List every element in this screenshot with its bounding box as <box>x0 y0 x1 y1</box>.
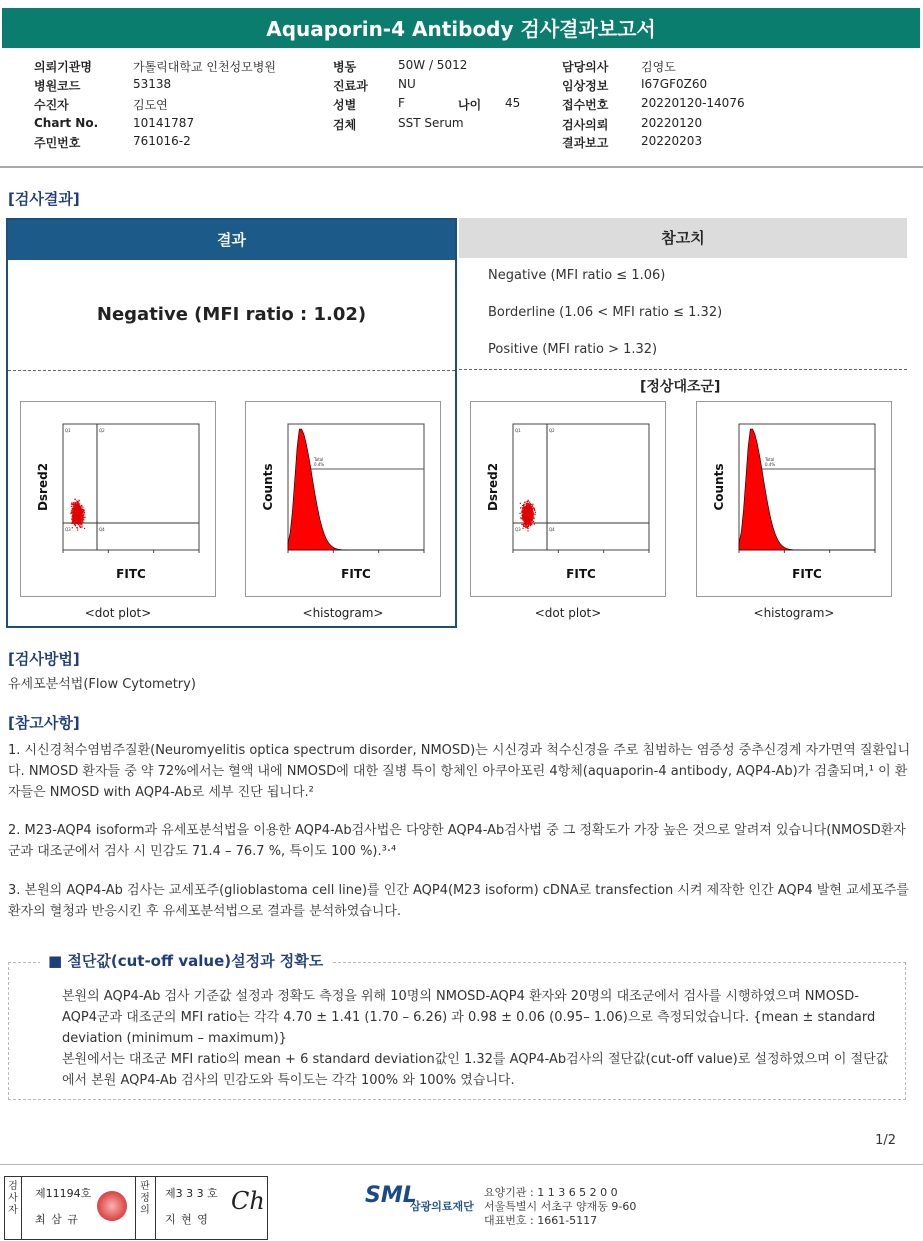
examiner-license: 제11194호 <box>35 1187 92 1200</box>
dot-point <box>520 507 521 508</box>
dot-point <box>75 511 76 512</box>
dot-point <box>523 519 524 520</box>
y-axis-label: Counts <box>712 463 726 511</box>
dot-plot <box>20 401 216 597</box>
institution-address: 서울특별시 서초구 양재동 9-60 <box>484 1200 637 1213</box>
results-heading: [검사결과] <box>8 190 80 208</box>
info-label: 의뢰기관명 <box>34 60 92 74</box>
reference-negative: Negative (MFI ratio ≤ 1.06) <box>488 268 666 283</box>
dot-point <box>525 527 526 528</box>
quadrant-label: Q4 <box>99 527 105 532</box>
info-label: 접수번호 <box>562 98 609 112</box>
dot-point <box>79 517 80 518</box>
dot-point <box>75 525 76 526</box>
dot-point <box>81 515 82 516</box>
quadrant-label: Q1 <box>65 428 71 433</box>
info-value: 50W / 5012 <box>398 58 468 72</box>
info-value: 가톨릭대학교 인천성모병원 <box>133 60 276 74</box>
approver-name: 지 현 영 <box>165 1213 209 1226</box>
dot-point <box>72 508 73 509</box>
histogram-plot <box>696 401 892 597</box>
quadrant-label: Q2 <box>99 428 105 433</box>
result-value: Negative (MFI ratio : 1.02) <box>8 260 455 371</box>
dot-point <box>84 528 85 529</box>
info-label: 주민번호 <box>34 136 81 150</box>
dot-point <box>528 520 529 521</box>
approver-signature: Ch <box>231 1187 265 1215</box>
plot-axes <box>63 424 199 550</box>
plot-caption: <histogram> <box>302 606 384 620</box>
info-label: 성별 <box>333 98 357 112</box>
info-label: 수진자 <box>34 98 69 112</box>
sml-logo-subtitle: 삼광의료재단 <box>410 1200 474 1213</box>
dot-point <box>73 513 74 514</box>
plot-axes <box>513 424 649 550</box>
dot-point <box>532 516 533 517</box>
info-value: 761016-2 <box>133 134 191 148</box>
dot-point <box>522 528 523 529</box>
plot-graphic <box>471 402 667 598</box>
method-heading: [검사방법] <box>8 650 80 668</box>
dot-point <box>533 521 534 522</box>
dot-point <box>531 524 532 525</box>
dot-point <box>529 511 530 512</box>
dot-point <box>72 506 73 507</box>
cutoff-line-1: 본원의 AQP4-Ab 검사 기준값 설정과 정확도 측정을 위해 10명의 NMOSD-AQP4 환자와 20명의 대조군에서 검사를 시행하였으며 NMOSD-AQP4군과 대조군의 MFI ratio는 각각 4.70 ± 1.41 (1.70 – 6.26) 과 0.98 ± 0.06 (0.95– 1.06)으로 측정되었습니다. {mean ± standard deviation (minimum – maximum)} <box>62 989 876 1046</box>
dot-point <box>73 507 74 508</box>
dot-point <box>80 523 81 524</box>
dot-point <box>526 523 527 524</box>
dot-point <box>73 521 74 522</box>
histogram-curve <box>739 429 875 550</box>
dot-point <box>74 508 75 509</box>
dot-point <box>71 510 72 511</box>
dot-point <box>527 514 528 515</box>
dot-point <box>524 517 525 518</box>
dot-point <box>532 520 533 521</box>
institution-code: 요양기관 : 1 1 3 6 5 2 0 0 <box>484 1186 618 1199</box>
dot-point <box>534 523 535 524</box>
info-label: 담당의사 <box>562 60 609 74</box>
divider <box>459 369 907 370</box>
dot-point <box>528 503 529 504</box>
dot-point <box>522 508 523 509</box>
dot-point <box>524 509 525 510</box>
dot-point <box>531 518 532 519</box>
examiner-name: 최 삼 규 <box>35 1213 79 1226</box>
dot-point <box>83 522 84 523</box>
dot-point <box>79 503 80 504</box>
dot-point <box>73 516 74 517</box>
dot-point <box>75 499 76 500</box>
dot-point <box>528 525 529 526</box>
dot-point <box>522 515 523 516</box>
page-number: 1/2 <box>875 1133 896 1148</box>
dot-point <box>525 504 526 505</box>
dot-point <box>82 509 83 510</box>
dot-point <box>84 510 85 511</box>
dot-point <box>532 518 533 519</box>
gate-value: 0.4% <box>314 462 325 467</box>
info-value: I67GF0Z60 <box>641 77 708 91</box>
dot-point <box>529 523 530 524</box>
dot-point <box>74 507 75 508</box>
dot-point <box>72 516 73 517</box>
dot-point <box>80 518 81 519</box>
dot-point <box>528 513 529 514</box>
dot-point <box>77 529 78 530</box>
dot-point <box>74 511 75 512</box>
dot-point <box>74 512 75 513</box>
plot-graphic <box>21 402 217 598</box>
dot-point <box>526 515 527 516</box>
dot-point <box>531 516 532 517</box>
dot-point <box>76 518 77 519</box>
dot-point <box>71 506 72 507</box>
examiner-seal <box>97 1191 127 1221</box>
dot-point <box>521 518 522 519</box>
info-label: Chart No. <box>34 116 99 130</box>
dot-point <box>74 517 75 518</box>
plot-caption: <dot plot> <box>534 606 602 620</box>
dot-point <box>523 525 524 526</box>
dot-point <box>71 502 72 503</box>
notes-heading: [참고사항] <box>8 714 80 732</box>
dot-point <box>527 530 528 531</box>
dot-point <box>531 512 532 513</box>
dot-point <box>78 522 79 523</box>
dot-point <box>73 511 74 512</box>
patient-info <box>0 54 923 168</box>
dot-point <box>73 509 74 510</box>
x-axis-label: FITC <box>792 567 822 581</box>
dot-point <box>76 519 77 520</box>
dot-point <box>530 504 531 505</box>
dot-point <box>84 517 85 518</box>
plot-caption: <histogram> <box>753 606 835 620</box>
dot-point <box>524 511 525 512</box>
cutoff-line-2: 본원에서는 대조군 MFI ratio의 mean + 6 standard deviation값인 1.32를 AQP4-Ab검사의 절단값(cut-off value)로 설정하였으며 이 절단값에서 본원 AQP4-Ab 검사의 민감도와 특이도는 각각 100% 와 100% 였습니다. <box>62 1052 889 1088</box>
dot-point <box>73 502 74 503</box>
plot-graphic <box>246 402 442 598</box>
signature-box <box>4 1176 268 1240</box>
reference-header: 참고치 <box>459 218 907 258</box>
dot-point <box>527 501 528 502</box>
dot-point <box>76 514 77 515</box>
dot-point <box>79 506 80 507</box>
dot-point <box>73 520 74 521</box>
info-label: 임상정보 <box>562 79 609 93</box>
dot-point <box>77 512 78 513</box>
dot-point <box>530 508 531 509</box>
method-text: 유세포분석법(Flow Cytometry) <box>8 677 196 692</box>
cutoff-text <box>62 986 892 1091</box>
sml-logo: SML <box>365 1183 417 1208</box>
dot-point <box>529 513 530 514</box>
cutoff-title: ■ 절단값(cut-off value)설정과 정확도 <box>40 950 331 971</box>
dot-point <box>526 505 527 506</box>
dot-point <box>77 516 78 517</box>
examiner-label: 검사자 <box>8 1181 18 1216</box>
dot-point <box>523 523 524 524</box>
histogram-curve <box>288 429 424 550</box>
dot-point <box>79 500 80 501</box>
dot-point <box>527 522 528 523</box>
dot-point <box>534 510 535 511</box>
info-value: 20220203 <box>641 134 703 148</box>
dot-point <box>72 527 73 528</box>
dot-point <box>80 519 81 520</box>
dot-point <box>532 510 533 511</box>
info-label: 결과보고 <box>562 136 609 150</box>
dot-point <box>519 513 520 514</box>
dot-plot <box>470 401 666 597</box>
age-label: 나이 <box>458 98 482 112</box>
x-axis-label: FITC <box>566 567 596 581</box>
note-item-2: 2. M23-AQP4 isoform과 유세포분석법을 이용한 AQP4-Ab검사법은 다양한 AQP4-Ab검사법 중 그 정확도가 가장 높은 것으로 알려져 있습니다(NMOSD환자군과 대조군에서 검사 시 민감도 71.4 – 76.7 %, 특이도 100 %).³·⁴ <box>8 823 906 859</box>
age-value: 45 <box>505 96 521 110</box>
gate-label: Total <box>765 457 775 462</box>
dot-point <box>528 519 529 520</box>
dot-point <box>532 522 533 523</box>
dot-point <box>76 509 77 510</box>
dot-point <box>82 507 83 508</box>
quadrant-label: Q2 <box>549 428 555 433</box>
control-group-label: [정상대조군] <box>640 379 721 395</box>
dot-point <box>82 526 83 527</box>
info-label: 병원코드 <box>34 79 81 93</box>
dot-point <box>527 528 528 529</box>
approver-label: 판정의 <box>140 1181 150 1216</box>
dot-point <box>534 508 535 509</box>
gate-label: Total <box>314 457 324 462</box>
dot-point <box>81 505 82 506</box>
dot-point <box>75 504 76 505</box>
dot-point <box>73 514 74 515</box>
dot-point <box>525 517 526 518</box>
dot-point <box>534 517 535 518</box>
dot-point <box>522 505 523 506</box>
dot-point <box>71 518 72 519</box>
info-label: 병동 <box>333 60 357 74</box>
y-axis-label: Dsred2 <box>486 462 500 512</box>
dot-point <box>529 502 530 503</box>
dot-point <box>530 522 531 523</box>
dot-point <box>78 508 79 509</box>
dot-point <box>526 511 527 512</box>
dot-point <box>75 523 76 524</box>
note-item-1: 1. 시신경척수염범주질환(Neuromyelitis optica spectrum disorder, NMOSD)는 시신경과 척수신경을 주로 침범하는 염증성 중추신경계 자가면역 질환입니다. NMOSD 환자들 중 약 72%에서는 혈액 내에 NMOSD에 대한 질병 특이 항체인 아쿠아포린 4항체(aquaporin-4 antibody, AQP4-Ab)가 검출되며,¹ 이 환자들은 NMOSD with AQP4-Ab로 세부 진단 됩니다.² <box>8 743 911 800</box>
report-title: Aquaporin-4 Antibody 검사결과보고서 <box>2 8 920 48</box>
dot-point <box>525 513 526 514</box>
dot-point <box>526 522 527 523</box>
histogram-plot <box>245 401 441 597</box>
dot-point <box>535 512 536 513</box>
reference-positive: Positive (MFI ratio > 1.32) <box>488 342 658 357</box>
dot-point <box>74 521 75 522</box>
dot-point <box>526 508 527 509</box>
dot-point <box>528 517 529 518</box>
quadrant-label: Q1 <box>515 428 521 433</box>
dot-point <box>72 523 73 524</box>
dot-point <box>84 512 85 513</box>
plot-graphic <box>697 402 893 598</box>
dot-point <box>77 510 78 511</box>
dot-point <box>79 513 80 514</box>
dot-point <box>520 503 521 504</box>
dot-point <box>83 515 84 516</box>
dot-point <box>524 502 525 503</box>
info-value: F <box>398 96 405 110</box>
y-axis-label: Dsred2 <box>36 462 50 512</box>
dot-point <box>527 508 528 509</box>
divider <box>21 1177 22 1239</box>
dot-point <box>527 526 528 527</box>
divider <box>135 1177 136 1239</box>
dot-point <box>527 519 528 520</box>
divider <box>155 1177 156 1239</box>
dot-point <box>77 501 78 502</box>
info-label: 검사의뢰 <box>562 118 609 132</box>
dot-point <box>81 524 82 525</box>
dot-point <box>532 506 533 507</box>
dot-point <box>532 514 533 515</box>
dot-point <box>531 507 532 508</box>
result-header: 결과 <box>8 220 455 260</box>
info-value: 김영도 <box>641 60 676 74</box>
institution-phone: 대표번호 : 1661-5117 <box>484 1214 598 1227</box>
dot-point <box>78 504 79 505</box>
dot-point <box>82 517 83 518</box>
dot-point <box>80 521 81 522</box>
reference-borderline: Borderline (1.06 < MFI ratio ≤ 1.32) <box>488 305 723 320</box>
dot-point <box>524 507 525 508</box>
dot-point <box>76 500 77 501</box>
dot-point <box>535 514 536 515</box>
dot-point <box>528 500 529 501</box>
dot-point <box>522 511 523 512</box>
info-value: 20220120 <box>641 116 703 130</box>
dot-point <box>79 510 80 511</box>
info-value: 김도연 <box>133 98 168 112</box>
quadrant-label: Q3 <box>65 527 71 532</box>
dot-point <box>72 504 73 505</box>
dot-point <box>533 513 534 514</box>
dot-point <box>76 507 77 508</box>
info-value: 53138 <box>133 77 172 91</box>
info-value: 10141787 <box>133 116 195 130</box>
dot-point <box>76 527 77 528</box>
gate-value: 0.4% <box>765 462 776 467</box>
dot-point <box>525 519 526 520</box>
dot-point <box>71 512 72 513</box>
x-axis-label: FITC <box>341 567 371 581</box>
dot-point <box>75 502 76 503</box>
info-value: NU <box>398 77 416 91</box>
dot-point <box>523 505 524 506</box>
dot-point <box>530 503 531 504</box>
x-axis-label: FITC <box>116 567 146 581</box>
dot-point <box>75 515 76 516</box>
dot-point <box>77 503 78 504</box>
dot-point <box>81 511 82 512</box>
info-label: 검체 <box>333 118 357 132</box>
info-value: SST Serum <box>398 116 464 130</box>
dot-point <box>520 517 521 518</box>
dot-point <box>74 519 75 520</box>
info-value: 20220120-14076 <box>641 96 745 110</box>
dot-point <box>533 514 534 515</box>
note-item-3: 3. 본원의 AQP4-Ab 검사는 교세포주(glioblastoma cell line)를 인간 AQP4(M23 isoform) cDNA로 transfection 시켜 제작한 인간 AQP4 발현 교세포주를 환자의 혈청과 반응시킨 후 유세포분석법으로 결과를 분석하였습니다. <box>8 883 909 919</box>
dot-point <box>83 519 84 520</box>
dot-point <box>532 504 533 505</box>
dot-point <box>525 524 526 525</box>
approver-license: 제3 3 3 호 <box>165 1187 218 1200</box>
dot-point <box>521 524 522 525</box>
y-axis-label: Counts <box>261 463 275 511</box>
plot-caption: <dot plot> <box>84 606 152 620</box>
dot-point <box>78 519 79 520</box>
dot-point <box>523 516 524 517</box>
quadrant-label: Q3 <box>515 527 521 532</box>
dot-point <box>79 525 80 526</box>
info-label: 진료과 <box>333 79 368 93</box>
dot-point <box>529 521 530 522</box>
quadrant-label: Q4 <box>549 527 555 532</box>
